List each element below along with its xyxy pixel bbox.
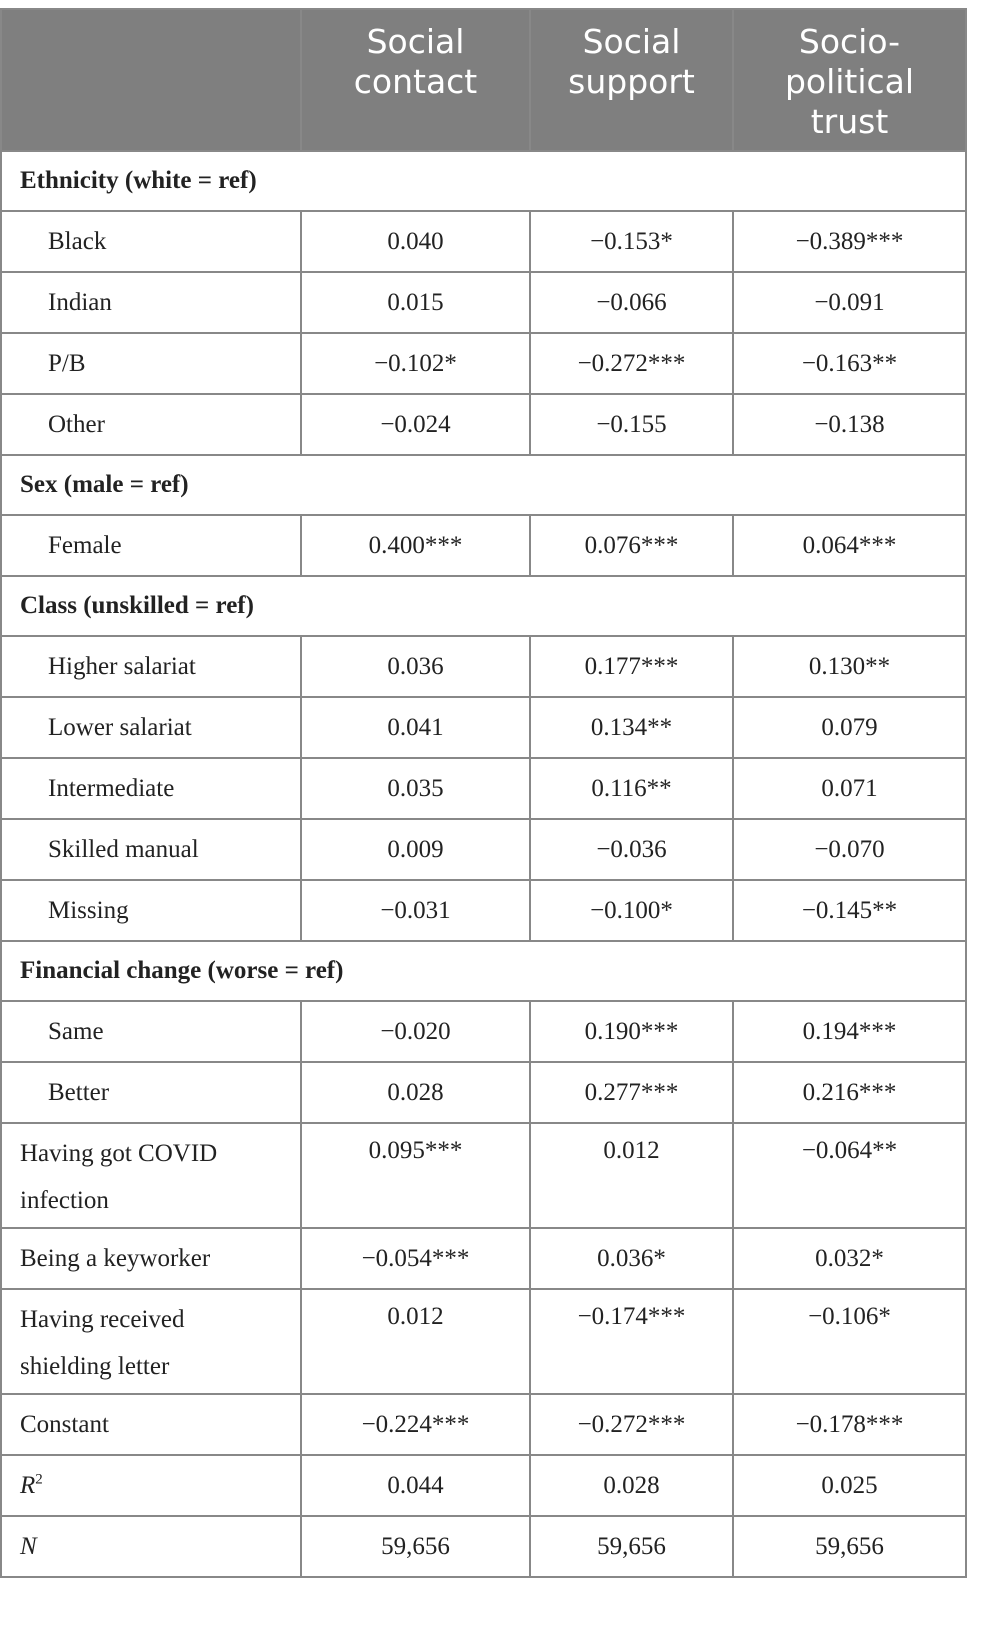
value-cell: −0.153* [530,211,733,272]
value-cell: −0.100* [530,880,733,941]
value-cell: 0.028 [530,1455,733,1516]
regression-table [0,8,967,1578]
value-cell: −0.145** [733,880,966,941]
header-line: contact [353,62,478,101]
table-row [1,1123,966,1228]
table-row [1,1228,966,1289]
row-label: P/B [1,333,301,394]
section-header-row [1,151,966,211]
value-cell: −0.031 [301,880,530,941]
value-cell: 0.035 [301,758,530,819]
value-cell: 0.012 [530,1123,733,1228]
value-cell: −0.389*** [733,211,966,272]
table-row [1,1001,966,1062]
row-label: Female [1,515,301,576]
row-label: Intermediate [1,758,301,819]
value-cell: 0.277*** [530,1062,733,1123]
table-row [1,1455,966,1516]
header-line: support [568,62,695,101]
value-cell: −0.024 [301,394,530,455]
table-row [1,333,966,394]
header-blank-cell [1,9,301,151]
value-cell: −0.138 [733,394,966,455]
superscript: 2 [35,1471,43,1488]
header-social-contact [301,9,530,151]
value-cell: 0.079 [733,697,966,758]
value-cell: 0.025 [733,1455,966,1516]
value-cell: 0.036 [301,636,530,697]
table-row [1,1062,966,1123]
value-cell: −0.036 [530,819,733,880]
row-label [1,1516,301,1577]
table-row [1,1289,966,1394]
section-header-row [1,455,966,515]
value-cell: 0.044 [301,1455,530,1516]
section-header-row [1,941,966,1001]
row-label [1,1289,301,1394]
header-line: Social [366,22,465,61]
row-label: Constant [1,1394,301,1455]
value-cell: 59,656 [733,1516,966,1577]
row-label-line: Having got COVID [20,1140,218,1167]
value-cell: 0.116** [530,758,733,819]
row-label-line: shielding letter [20,1353,170,1380]
value-cell: −0.272*** [530,1394,733,1455]
section-header-row [1,576,966,636]
value-cell: 0.216*** [733,1062,966,1123]
table-row [1,1394,966,1455]
table-row [1,272,966,333]
value-cell: −0.178*** [733,1394,966,1455]
table-row [1,697,966,758]
table-row [1,758,966,819]
value-cell: 0.015 [301,272,530,333]
table-row [1,880,966,941]
value-cell: 0.400*** [301,515,530,576]
table-row [1,1516,966,1577]
header-line: Socio- [798,22,901,61]
value-cell: 0.009 [301,819,530,880]
value-cell: −0.070 [733,819,966,880]
header-row [1,9,966,151]
value-cell: −0.272*** [530,333,733,394]
value-cell: −0.106* [733,1289,966,1394]
section-label: Financial change (worse = ref) [1,941,966,1001]
value-cell: 0.012 [301,1289,530,1394]
row-label: Being a keyworker [1,1228,301,1289]
section-label: Ethnicity (white = ref) [1,151,966,211]
value-cell: 59,656 [530,1516,733,1577]
row-label [1,1455,301,1516]
header-line: political [784,62,915,101]
value-cell: 59,656 [301,1516,530,1577]
value-cell: 0.134** [530,697,733,758]
value-cell: −0.066 [530,272,733,333]
value-cell: −0.174*** [530,1289,733,1394]
value-cell: 0.177*** [530,636,733,697]
row-label: Indian [1,272,301,333]
row-label [1,1123,301,1228]
value-cell: 0.130** [733,636,966,697]
row-label: Skilled manual [1,819,301,880]
header-socio-political-trust [733,9,966,151]
value-cell: −0.155 [530,394,733,455]
table-row [1,211,966,272]
value-cell: 0.076*** [530,515,733,576]
row-label: Other [1,394,301,455]
row-label-line: Having received [20,1306,185,1333]
row-label-line: infection [20,1187,109,1214]
section-label: Sex (male = ref) [1,455,966,515]
value-cell: 0.028 [301,1062,530,1123]
value-cell: −0.163** [733,333,966,394]
n-label: N [20,1532,37,1560]
table-row [1,636,966,697]
value-cell: 0.194*** [733,1001,966,1062]
header-line: Social [582,22,681,61]
value-cell: −0.224*** [301,1394,530,1455]
value-cell: −0.054*** [301,1228,530,1289]
value-cell: −0.091 [733,272,966,333]
row-label: Lower salariat [1,697,301,758]
value-cell: −0.064** [733,1123,966,1228]
value-cell: 0.190*** [530,1001,733,1062]
row-label: Better [1,1062,301,1123]
row-label: Missing [1,880,301,941]
table-body [1,151,966,1577]
header-social-support [530,9,733,151]
table-row [1,394,966,455]
row-label: Black [1,211,301,272]
value-cell: 0.095*** [301,1123,530,1228]
value-cell: 0.041 [301,697,530,758]
table-row [1,515,966,576]
value-cell: 0.036* [530,1228,733,1289]
value-cell: 0.071 [733,758,966,819]
header-line: trust [810,102,889,141]
row-label: Same [1,1001,301,1062]
row-label: Higher salariat [1,636,301,697]
value-cell: 0.032* [733,1228,966,1289]
value-cell: −0.020 [301,1001,530,1062]
value-cell: −0.102* [301,333,530,394]
table-row [1,819,966,880]
value-cell: 0.040 [301,211,530,272]
section-label: Class (unskilled = ref) [1,576,966,636]
r-squared-label: R [20,1471,36,1499]
value-cell: 0.064*** [733,515,966,576]
